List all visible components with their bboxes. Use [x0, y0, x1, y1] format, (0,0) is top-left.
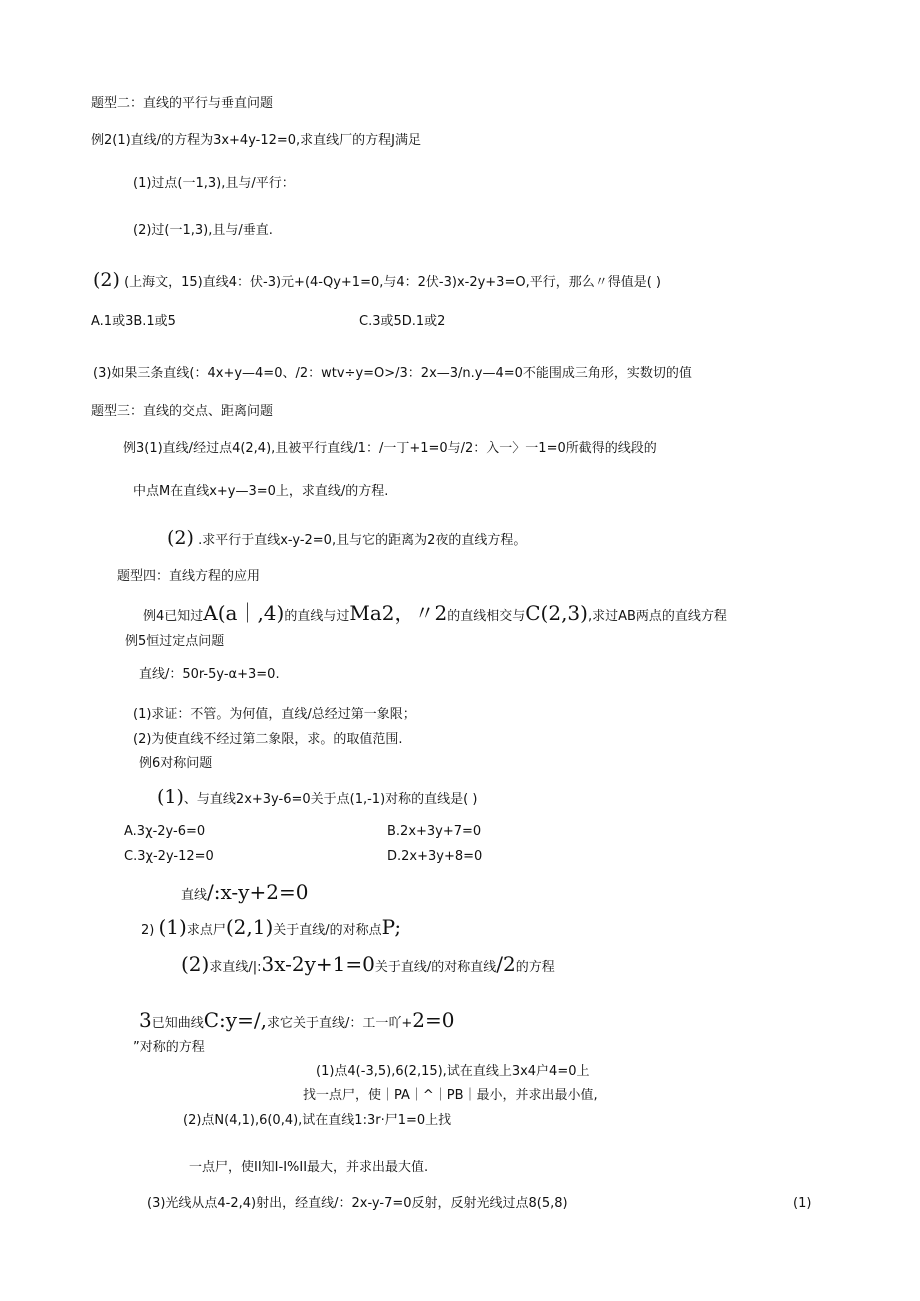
problem-2-part-2-number: (2)	[181, 952, 210, 976]
example-5-title: 例5恒过定点问题	[125, 634, 225, 649]
example-4-text-c: 的直线与过	[284, 609, 350, 624]
problem-3-text-a: 已知曲线	[151, 1016, 204, 1031]
example-4-point-c: C(2,3)	[525, 601, 588, 625]
option-a: A.3χ-2y-6=0	[124, 824, 206, 839]
example-3-part-1-line-b: 中点M在直线x+y—3=0上，求直线/的方程.	[133, 484, 389, 499]
problem-2-part-1-symbol: P;	[381, 915, 402, 939]
problem-3-text-b: 求它关于直线/：工一吖+	[266, 1016, 413, 1031]
example-3-part-2	[167, 527, 526, 550]
example-6-part-1	[157, 786, 477, 809]
line-l-equation: /:x-y+2=0	[207, 880, 309, 904]
problem-3	[139, 1008, 454, 1032]
example-5-part-1: (1)求证：不管。为何值，直线/总经过第一象限；	[133, 707, 416, 722]
example-3-part-1-line-a: 例3(1)直线/经过点4(2,4),且被平行直线/1：/一丁+1=0与/2：入一〉一1=0所截得的线段的	[123, 441, 657, 456]
problem-light-reflection: (3)光线从点4-2,4)射出，经直线/：2x-y-7=0反射，反射光线过点8(5,8)	[147, 1196, 568, 1211]
problem-2-part-1-text-a: 求点尸	[186, 923, 226, 938]
problem-a-line-4: 一点尸，使II知I-I%II最大，并求出最大值.	[189, 1160, 429, 1175]
problem-2-part-2-line: /2	[496, 952, 516, 976]
example-3-part-2-number: (2)	[167, 527, 194, 549]
problem-3-constant: 2=0	[412, 1008, 455, 1032]
example-5-part-2: (2)为使直线不经过第二象限，求。的取值范围.	[133, 732, 403, 747]
example-6-part-1-number: (1)	[157, 786, 184, 808]
example-2-part-1: (1)过点(一1,3),且与/平行：	[133, 176, 295, 191]
problem-2-part-1-text-b: 关于直线/的对称点	[273, 923, 382, 938]
example-4-text-e: 的直线相交与	[447, 609, 526, 624]
question-2-text: (上海文，15)直线4：伏-3)元+(4-Qy+1=0,与4：2伏-3)x-2y+3=O,平行，那么〃得值是( )	[124, 275, 661, 290]
problem-3-symmetric: ”对称的方程	[133, 1040, 205, 1055]
problem-2-part-1-number: (1)	[158, 915, 187, 939]
example-4-point-b: Ma2，〃2	[349, 601, 448, 625]
option-d: D.2x+3y+8=0	[387, 849, 483, 864]
example-4-point-a: A(a｜,4)	[203, 601, 285, 625]
problem-3-number: 3	[139, 1008, 152, 1032]
problem-a-line-2: 找一点尸，使｜PA｜^｜PB｜最小，并求出最小值,	[303, 1088, 598, 1103]
question-3: (3)如果三条直线(：4x+y—4=0、/2：wtv÷y=O>/3：2x—3/n.y—4=0不能围成三角形，实数切的值	[93, 366, 692, 381]
problem-light-reflection-part: (1)	[793, 1196, 812, 1211]
example-3-part-2-text: .求平行于直线x-y-2=0,且与它的距离为2夜的直线方程。	[198, 533, 527, 548]
line-l-label: 直线	[181, 888, 208, 903]
problem-2-part-2-text-a: 求直线/|:	[209, 960, 262, 975]
section-title-type2: 题型二：直线的平行与垂直问题	[91, 96, 274, 111]
example-6-part-1-text: 、与直线2x+3y-6=0关于点(1,-1)对称的直线是( )	[183, 792, 478, 807]
option-b: B.2x+3y+7=0	[387, 824, 482, 839]
problem-3-curve: C:y=/,	[203, 1008, 267, 1032]
example-2-statement: 例2(1)直线/的方程为3x+4y-12=0,求直线厂的方程J满足	[91, 133, 422, 148]
question-2-number: (2)	[93, 269, 120, 291]
option-c: C.3χ-2y-12=0	[124, 849, 214, 864]
problem-a-line-3: (2)点N(4,1),6(0,4),试在直线1:3r·尸1=0上找	[183, 1113, 452, 1128]
problem-2-part-2-text-c: 的方程	[515, 960, 555, 975]
example-4-text-a: 例4已知过	[143, 609, 204, 624]
problem-2-part-2-text-b: 关于直线/的对称直线	[374, 960, 497, 975]
section-title-type3: 题型三：直线的交点、距离问题	[91, 404, 274, 419]
problem-2-part-2-equation: 3x-2y+1=0	[261, 952, 375, 976]
example-4-text-g: ,求过AB两点的直线方程	[587, 609, 727, 624]
question-2	[93, 269, 661, 292]
problem-2-part-1-point: (2,1)	[225, 915, 274, 939]
example-6-title: 例6对称问题	[139, 756, 213, 771]
problem-2-number: 2)	[141, 923, 155, 938]
example-2-part-2: (2)过(一1,3),且与/垂直.	[133, 223, 273, 238]
problem-a-line-1: (1)点4(-3,5),6(2,15),试在直线上3x4户4=0上	[316, 1064, 590, 1079]
problem-2-part-1	[141, 915, 401, 939]
line-l-definition	[181, 880, 308, 904]
problem-2-part-2	[181, 952, 555, 976]
question-2-options-ab: A.1或3B.1或5	[91, 314, 176, 329]
example-5-line: 直线/：50r-5y-α+3=0.	[139, 667, 280, 682]
section-title-type4: 题型四：直线方程的应用	[117, 569, 261, 584]
example-4-statement	[143, 601, 727, 625]
question-2-options-cd: C.3或5D.1或2	[359, 314, 446, 329]
